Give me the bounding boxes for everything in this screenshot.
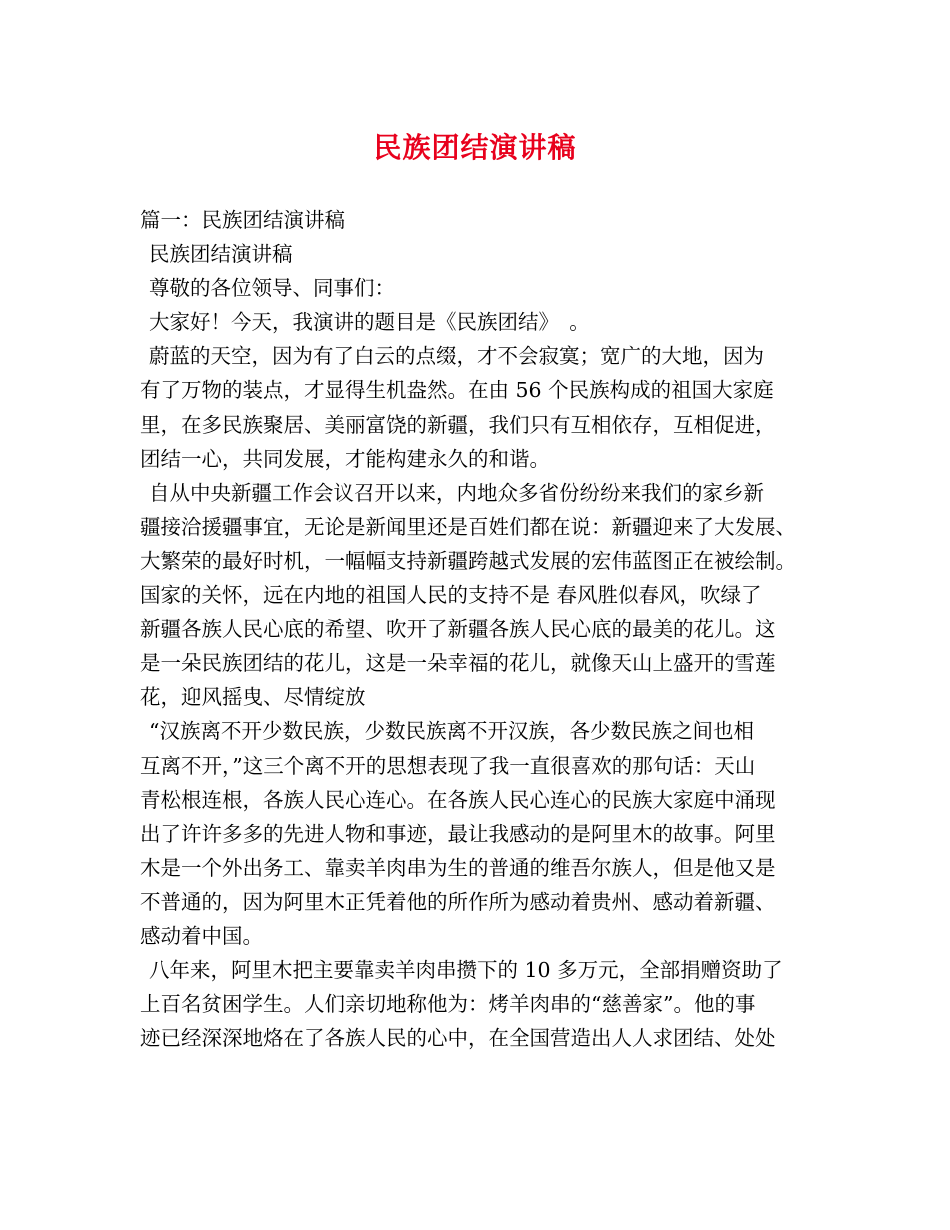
text-line: 里，在多民族聚居、美丽富饶的新疆，我们只有互相依存，互相促进， [140,412,776,437]
text-line: “汉族离不开少数民族，少数民族离不开汉族，各少数民族之间也相 [149,719,754,744]
text-line: 上百名贫困学生。人们亲切地称他为：烤羊肉串的“慈善家”。他的事 [140,992,756,1017]
text-line: 蔚蓝的天空，因为有了白云的点缀，才不会寂寞；宽广的大地，因为 [149,344,764,369]
text-line: 八年来，阿里木把主要靠卖羊肉串攒下的 10 多万元，全部捐赠资助了 [149,958,783,983]
text-line: 自从中央新疆工作会议召开以来，内地众多省份纷纷来我们的家乡新 [149,480,764,505]
text-line: 尊敬的各位领导、同事们： [149,276,395,301]
text-line: 出了许许多多的先进人物和事迹，最让我感动的是阿里木的故事。阿里 [140,821,776,846]
text-line: 疆接洽援疆事宜，无论是新闻里还是百姓们都在说：新疆迎来了大发展、 [140,514,796,539]
text-line: 不普通的，因为阿里木正凭着他的所作所为感动着贵州、感动着新疆、 [140,889,776,914]
text-line: 大家好！今天，我演讲的题目是《民族团结》 。 [149,310,590,335]
document-body [140,203,830,1055]
text-line: 迹已经深深地烙在了各族人民的心中，在全国营造出人人求团结、处处 [140,1026,776,1051]
text-line: 感动着中国。 [140,923,263,948]
text-line: 青松根连根，各族人民心连心。在各族人民心连心的民族大家庭中涌现 [140,787,776,812]
text-line: 民族团结演讲稿 [149,242,293,267]
text-line: 互离不开，”这三个离不开的思想表现了我一直很喜欢的那句话：天山 [140,753,756,778]
document-title: 民族团结演讲稿 [373,131,577,164]
text-line: 大繁荣的最好时机，一幅幅支持新疆跨越式发展的宏伟蓝图正在被绘制。 [140,548,796,573]
text-line: 木是一个外出务工、靠卖羊肉串为生的普通的维吾尔族人，但是他又是 [140,855,776,880]
text-line: 新疆各族人民心底的希望、吹开了新疆各族人民心底的最美的花儿。这 [140,617,776,642]
text-line: 花，迎风摇曳、尽情绽放 [140,685,366,710]
text-line: 团结一心，共同发展，才能构建永久的和谐。 [140,446,550,471]
text-line: 国家的关怀，远在内地的祖国人民的支持不是 春风胜似春风，吹绿了 [140,583,762,608]
text-line: 篇一：民族团结演讲稿 [140,208,345,232]
text-line: 是一朵民族团结的花儿，这是一朵幸福的花儿，就像天山上盛开的雪莲 [140,651,776,676]
text-line: 有了万物的装点，才显得生机盎然。在由 56 个民族构成的祖国大家庭 [140,378,774,403]
